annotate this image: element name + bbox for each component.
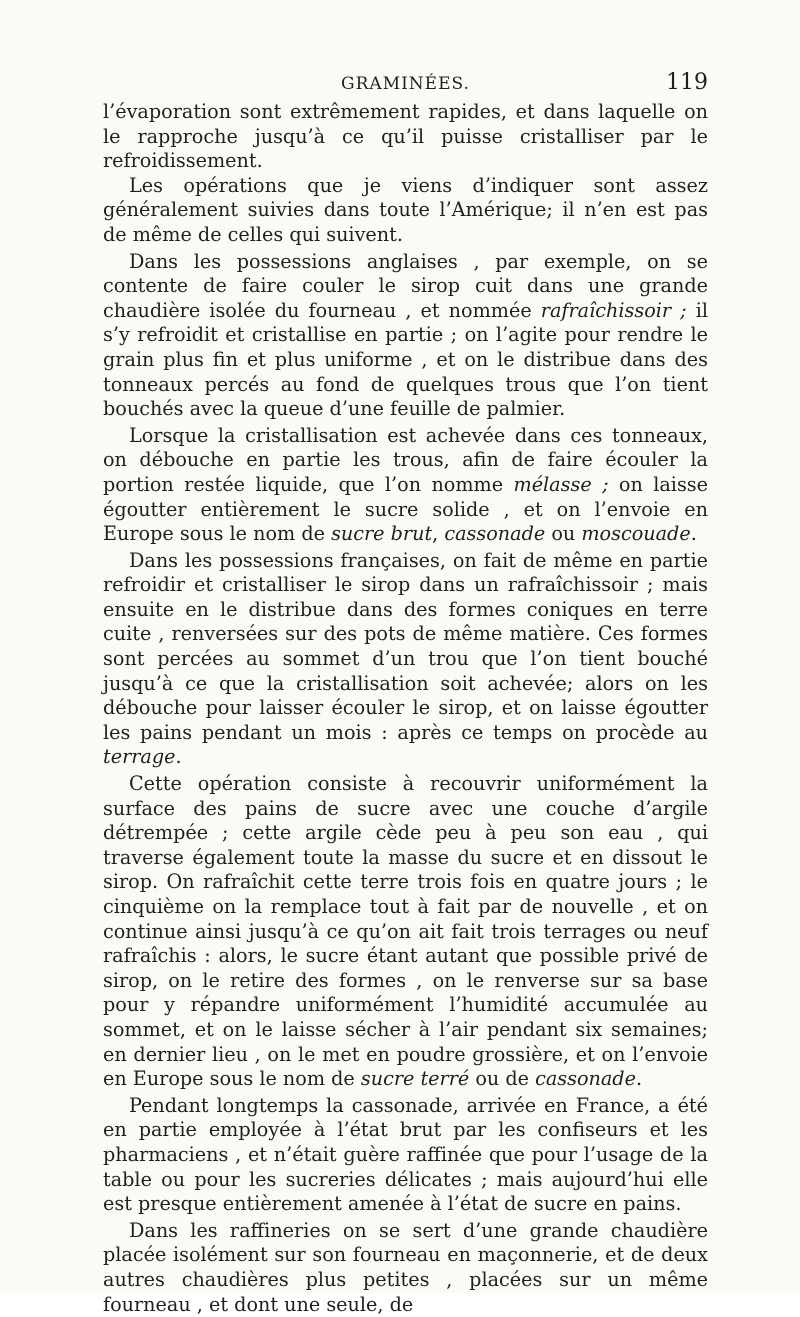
text-run: on laisse égoutter entièrement le sucre solide , et on l’envoie en Europe sous le nom de <box>103 472 708 546</box>
text-run: ou <box>545 522 582 546</box>
paragraph <box>103 549 708 770</box>
paragraph <box>103 174 708 248</box>
text-run: . <box>690 522 697 546</box>
italic-term: moscouade <box>581 522 691 546</box>
paragraph <box>103 250 708 422</box>
italic-term: cassonade <box>444 522 546 546</box>
italic-term: terrage <box>103 745 176 769</box>
paragraph <box>103 772 708 1092</box>
paragraph <box>103 1219 708 1317</box>
text-run: l’évaporation sont extrêmement rapides, et dans laquelle on le rapproche jusqu’à ce qu’il puisse cristalliser par le refroidissement. <box>103 100 708 173</box>
paragraph <box>103 1094 708 1217</box>
text-run: Les opérations que je viens d’indiquer sont assez généralement suivies dans toute l’Amérique; il n’en est pas de même de celles qui suivent. <box>103 173 708 246</box>
text-run: il s’y refroidit et cristallise en partie ; on l’agite pour rendre le grain plus fin et plus uniforme , et on le distribue dans des tonneaux percés au fond de quelques trous que l’on tient bouchés avec la queue d’une feuille de palmier. <box>103 298 708 421</box>
text-run: Dans les possessions françaises, on fait de même en partie refroidir et cristalliser le sirop dans un rafraîchissoir ; mais ensuite en le distribue dans des formes coniques en terre cuite , renversées sur des pots de même matière. Ces formes sont percées au sommet d’un trou que l’on tient bouché jusqu’à ce que la cristallisation soit achevée; alors on les débouche pour laisser écouler le sirop, et on laisse égoutter les pains pendant un mois : après ce temps on procède au <box>103 548 708 744</box>
italic-term: cassonade <box>535 1067 636 1091</box>
body-text <box>103 100 708 1317</box>
paragraph <box>103 100 708 174</box>
italic-term: rafraîchissoir ; <box>540 298 687 322</box>
text-run: ou de <box>469 1067 536 1091</box>
text-run: . <box>635 1067 643 1091</box>
paragraph <box>103 424 708 547</box>
text-run: Cette opération consiste à recouvrir uniformément la surface des pains de sucre avec une couche d’argile détrempée ; cette argile cède peu à peu son eau , qui traverse également toute la masse du sucre et en dissout le sirop. On rafraîchit cette terre trois fois en quatre jours ; le cinquième on la remplace tout à fait par de nouvelle , et on continue ainsi jusqu’à ce qu’on ait fait trois terrages ou neuf rafraîchis : alors, le sucre étant autant que possible privé de sirop, on le retire des formes , on le renverse sur sa base pour y répandre uniformément l’humidité accumulée au sommet, et on le laisse sécher à l’air pendant six semaines; en dernier lieu , on le met en poudre grossière, et on l’envoie en Europe sous le nom de <box>103 772 708 1091</box>
page-number: 119 <box>666 70 708 95</box>
italic-term: sucre terré <box>360 1067 470 1091</box>
text-run: . <box>175 745 182 769</box>
text-run: Dans les possessions anglaises , par exemple, on se contente de faire couler le sirop cuit dans une grande chaudière isolée du fourneau , et nommée <box>103 249 708 322</box>
text-run: , <box>432 522 445 546</box>
italic-term: mélasse ; <box>513 472 609 496</box>
running-head: GRAMINÉES. <box>341 74 470 94</box>
text-run: Dans les raffineries on se sert d’une grande chaudière placée isolément sur son fourneau en maçonnerie, et de deux autres chaudières plus petites , placées sur un même fourneau , et dont une seule, de <box>103 1218 708 1316</box>
text-run: Pendant longtemps la cassonade, arrivée en France, a été en partie employée à l’état brut par les confiseurs et les pharmaciens , et n’était guère raffinée que pour l’usage de la table ou pour les sucreries délicates ; mais aujourd’hui elle est presque entièrement amenée à l’état de sucre en pains. <box>103 1093 708 1216</box>
page-header <box>103 70 708 102</box>
italic-term: sucre brut <box>331 522 433 546</box>
text-run: Lorsque la cristallisation est achevée dans ces tonneaux, on débouche en partie les trous, afin de faire écouler la portion restée liquide, que l’on nomme <box>103 423 708 496</box>
